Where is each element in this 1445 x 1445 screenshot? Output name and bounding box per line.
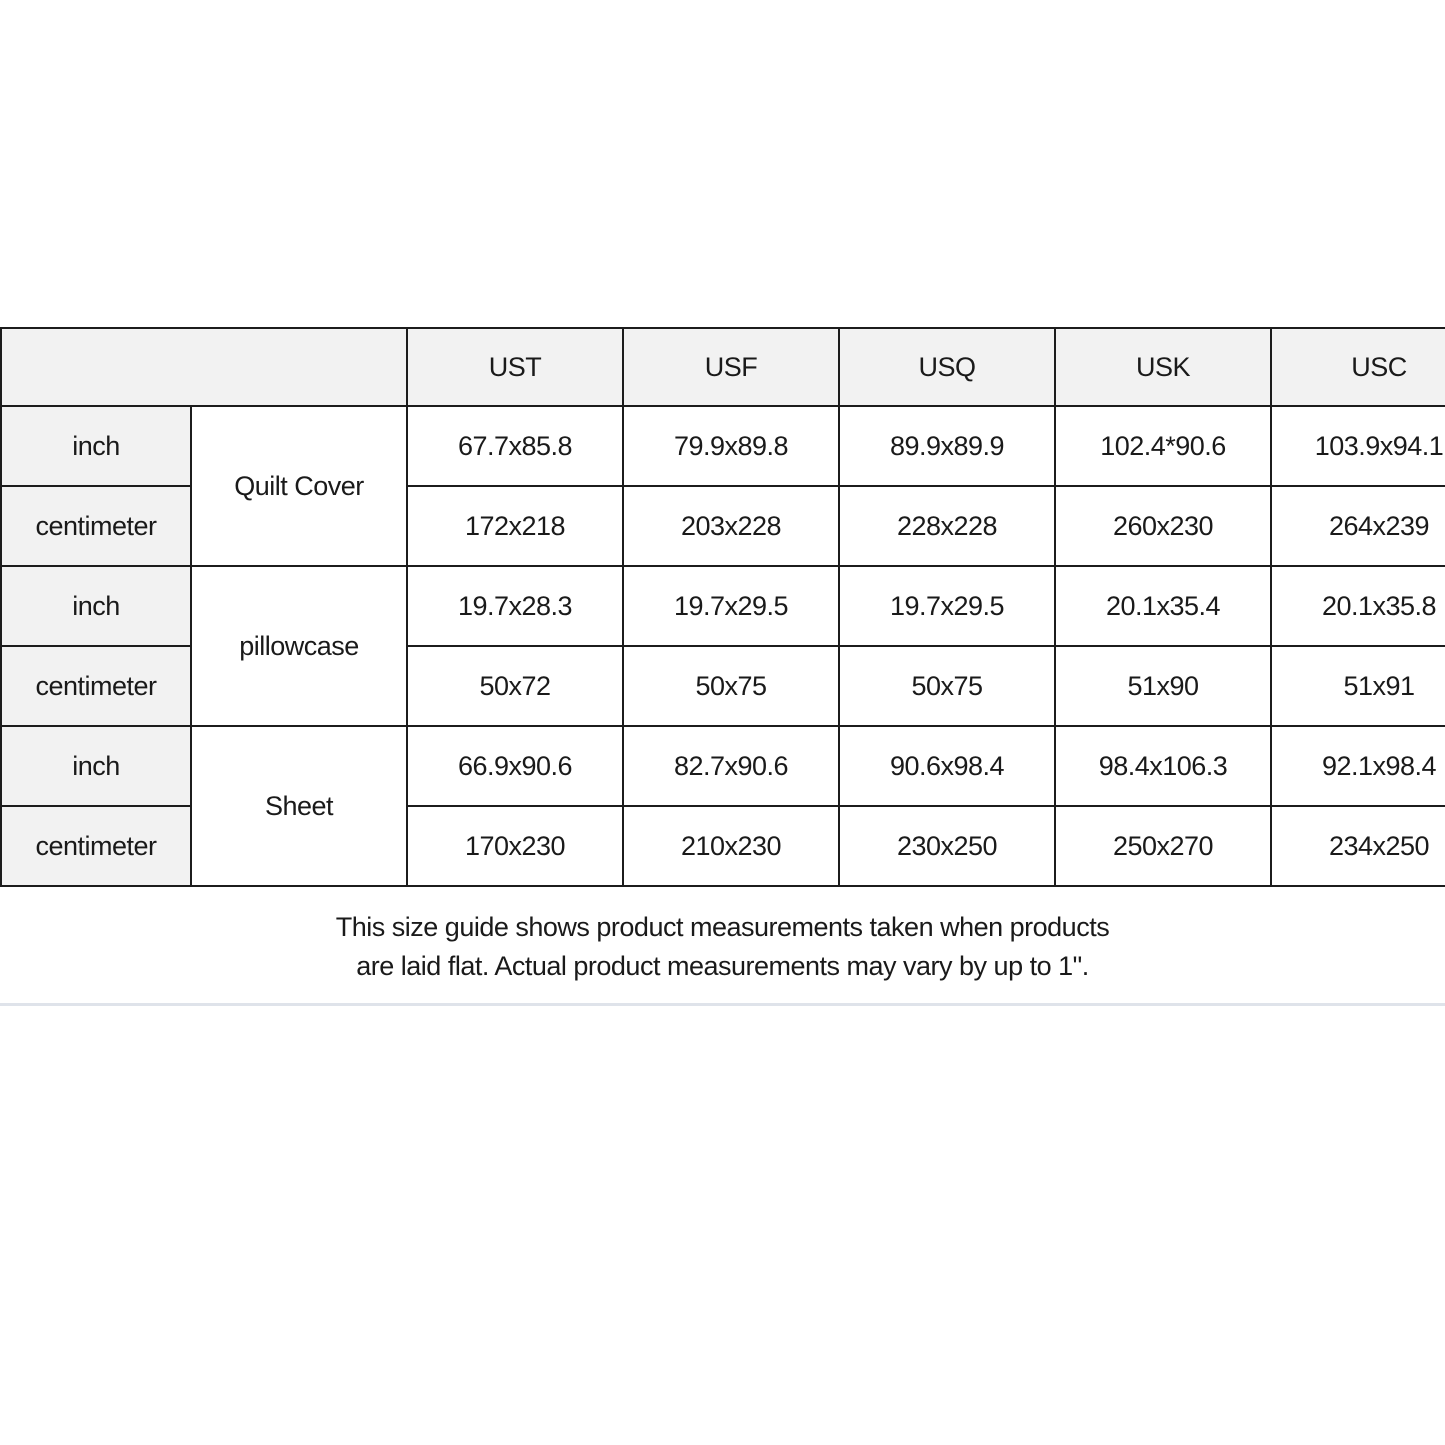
size-cell: 260x230 — [1055, 486, 1271, 566]
size-cell: 51x91 — [1271, 646, 1445, 726]
size-cell: 50x75 — [623, 646, 839, 726]
unit-cell: inch — [1, 726, 191, 806]
size-cell: 170x230 — [407, 806, 623, 886]
table-row-quilt-inch — [1, 406, 1445, 486]
size-cell: 82.7x90.6 — [623, 726, 839, 806]
size-cell: 230x250 — [839, 806, 1055, 886]
size-cell: 20.1x35.8 — [1271, 566, 1445, 646]
size-cell: 210x230 — [623, 806, 839, 886]
size-cell: 234x250 — [1271, 806, 1445, 886]
size-guide-note — [0, 908, 1445, 986]
size-cell: 66.9x90.6 — [407, 726, 623, 806]
size-cell: 51x90 — [1055, 646, 1271, 726]
table-header-row — [1, 328, 1445, 406]
size-cell: 92.1x98.4 — [1271, 726, 1445, 806]
size-cell: 50x75 — [839, 646, 1055, 726]
size-cell: 103.9x94.1 — [1271, 406, 1445, 486]
size-cell: 264x239 — [1271, 486, 1445, 566]
column-header-ust: UST — [407, 328, 623, 406]
product-cell-quilt-cover: Quilt Cover — [191, 406, 407, 566]
unit-cell: centimeter — [1, 806, 191, 886]
size-cell: 228x228 — [839, 486, 1055, 566]
size-cell: 90.6x98.4 — [839, 726, 1055, 806]
section-divider-line — [0, 1003, 1445, 1006]
corner-header-cell — [1, 328, 407, 406]
table-row-sheet-inch — [1, 726, 1445, 806]
size-cell: 79.9x89.8 — [623, 406, 839, 486]
size-cell: 50x72 — [407, 646, 623, 726]
column-header-usc: USC — [1271, 328, 1445, 406]
size-cell: 102.4*90.6 — [1055, 406, 1271, 486]
size-cell: 98.4x106.3 — [1055, 726, 1271, 806]
column-header-usq: USQ — [839, 328, 1055, 406]
size-cell: 20.1x35.4 — [1055, 566, 1271, 646]
size-guide-table — [0, 327, 1445, 887]
unit-cell: inch — [1, 566, 191, 646]
table-row-pillowcase-inch — [1, 566, 1445, 646]
column-header-usk: USK — [1055, 328, 1271, 406]
unit-cell: inch — [1, 406, 191, 486]
size-cell: 67.7x85.8 — [407, 406, 623, 486]
product-cell-sheet: Sheet — [191, 726, 407, 886]
size-cell: 89.9x89.9 — [839, 406, 1055, 486]
column-header-usf: USF — [623, 328, 839, 406]
size-guide-note-line2: are laid flat. Actual product measurements may vary by up to 1". — [356, 951, 1089, 981]
size-cell: 19.7x28.3 — [407, 566, 623, 646]
size-cell: 203x228 — [623, 486, 839, 566]
size-cell: 19.7x29.5 — [839, 566, 1055, 646]
size-cell: 172x218 — [407, 486, 623, 566]
size-cell: 19.7x29.5 — [623, 566, 839, 646]
unit-cell: centimeter — [1, 646, 191, 726]
unit-cell: centimeter — [1, 486, 191, 566]
size-guide-note-line1: This size guide shows product measurements taken when products — [335, 912, 1110, 942]
product-cell-pillowcase: pillowcase — [191, 566, 407, 726]
size-cell: 250x270 — [1055, 806, 1271, 886]
